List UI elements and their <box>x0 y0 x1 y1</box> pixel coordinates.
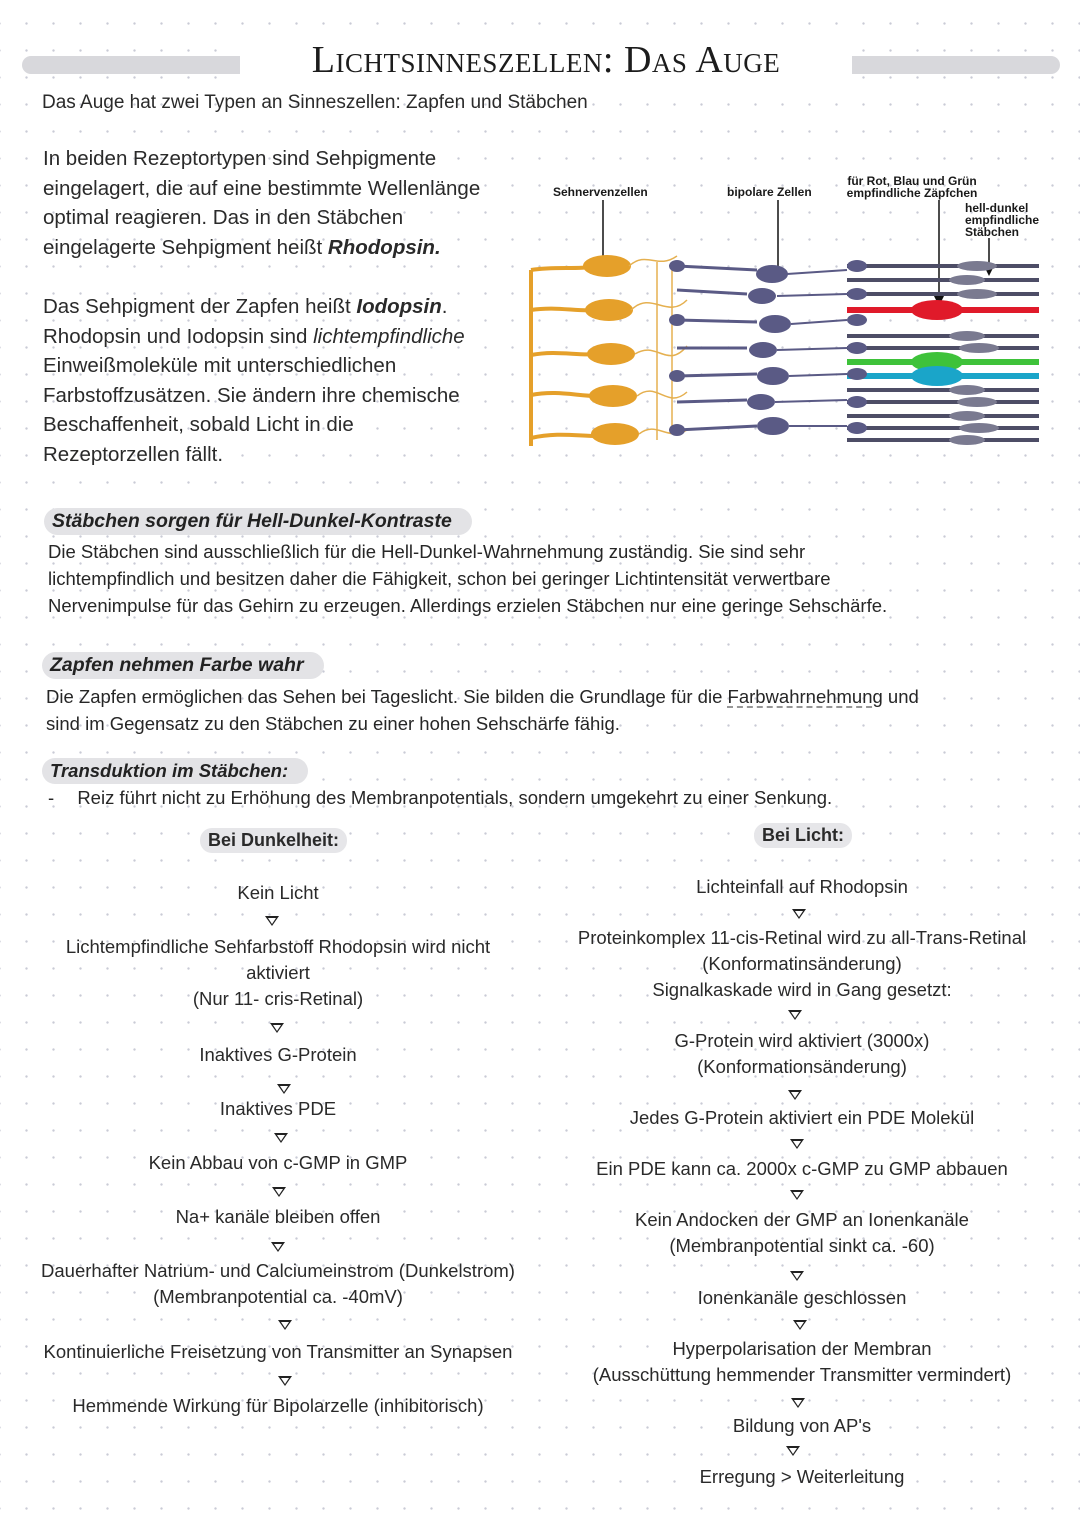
cones-line2: sind im Gegensatz zu den Stäbchen zu einer hohen Sehschärfe fähig. <box>46 713 620 734</box>
para2-line6: Rezeptorzellen fällt. <box>43 442 224 466</box>
farbwahrnehmung-term: Farbwahrnehmung <box>727 686 883 707</box>
para2-line3: Einweißmoleküle mit unterschiedlichen <box>43 354 397 377</box>
dark-step-7: Dauerhafter Natrium- und Calciumeinstrom (Dunkelstrom) (Membranpotential ca. -40mV) <box>41 1260 515 1307</box>
para1-line3: optimal reagieren. Das in den Stäbchen <box>43 206 404 229</box>
arrow-down-icon <box>793 1320 807 1330</box>
arrow-down-icon <box>270 1023 284 1033</box>
para1-line2: eingelagert, die auf eine bestimmte Wellenlänge <box>43 176 481 200</box>
para2-line2: Rhodopsin und Iodopsin sind lichtempfindliche <box>43 324 465 348</box>
dark-step-6: Na+ kanäle bleiben offen <box>175 1206 381 1227</box>
light-step-8: Hyperpolarisation der Membran (Ausschüttung hemmender Transmitter vermindert) <box>592 1338 1012 1385</box>
arrow-down-icon <box>272 1187 286 1197</box>
arrow-down-icon <box>265 916 279 926</box>
light-step-7: Ionenkanäle geschlossen <box>697 1287 907 1308</box>
light-step-9: Bildung von AP's <box>732 1415 872 1436</box>
intro-text: Das Auge hat zwei Typen an Sinneszellen: Zapfen und Stäbchen <box>42 92 588 113</box>
label-staebchen: hell-dunkel empfindliche Stäbchen <box>965 201 1040 239</box>
rods-text <box>48 538 1048 619</box>
light-step-4: Jedes G-Protein aktiviert ein PDE Molekül <box>629 1107 975 1128</box>
rods-line2: lichtempfindlich und besitzen daher die Fähigkeit, schon bei geringer Lichtintensität verwertbare <box>48 568 831 589</box>
arrow-down-icon <box>278 1320 292 1330</box>
rods-line3: Nervenimpulse für das Gehirn zu erzeugen. Allerdings erzielen Stäbchen nur eine geringe Sehschärfe. <box>48 595 888 616</box>
dark-step-2: Lichtempfindliche Sehfarbstoff Rhodopsin wird nicht aktiviert (Nur 11- cris-Retinal) <box>65 936 491 1009</box>
light-step-10: Erregung > Weiterleitung <box>699 1466 905 1487</box>
arrow-down-icon <box>790 1190 804 1200</box>
dark-step-5: Kein Abbau von c-GMP in GMP <box>148 1152 408 1173</box>
rods-line1: Die Stäbchen sind ausschließlich für die Hell-Dunkel-Wahrnehmung zuständig. Sie sind sehr <box>48 541 806 562</box>
arrow-down-icon <box>788 1010 802 1020</box>
para2-line1: Das Sehpigment der Zapfen heißt Iodopsin. <box>43 295 448 318</box>
paragraph-rhodopsin <box>43 144 523 262</box>
arrow-down-icon <box>278 1376 292 1386</box>
arrow-down-icon <box>792 909 806 919</box>
light-step-6: Kein Andocken der GMP an Ionenkanäle (Membranpotential sinkt ca. -60) <box>635 1209 969 1256</box>
light-step-1: Lichteinfall auf Rhodopsin <box>696 876 908 897</box>
arrow-down-icon <box>277 1084 291 1094</box>
rhodopsin-term: Rhodopsin. <box>327 235 441 259</box>
dark-step-8: Kontinuierliche Freisetzung von Transmitter an Synapsen <box>43 1341 513 1362</box>
arrow-down-icon <box>790 1139 804 1149</box>
heading-light: Bei Licht: <box>754 823 852 848</box>
cones-text <box>46 683 1046 737</box>
dark-step-3: Inaktives G-Protein <box>199 1044 357 1065</box>
page-title: Lichtsinneszellen: Das Auge <box>240 38 852 82</box>
arrow-down-icon <box>790 1271 804 1281</box>
blue-cone <box>847 366 1039 386</box>
dark-step-4: Inaktives PDE <box>219 1098 337 1119</box>
bullet-dash: - <box>48 787 55 808</box>
dark-step-1: Kein Licht <box>237 882 319 903</box>
light-step-3: G-Protein wird aktiviert (3000x) (Konformationsänderung) <box>674 1030 930 1077</box>
para1-line4: eingelagerte Sehpigment heißt Rhodopsin. <box>43 235 441 259</box>
heading-transduction: Transduktion im Stäbchen: <box>42 758 308 784</box>
label-bipolare-zellen: bipolare Zellen <box>727 185 812 199</box>
arrow-down-icon <box>271 1242 285 1252</box>
arrow-down-icon <box>788 1090 802 1100</box>
para1-line1: In beiden Rezeptortypen sind Sehpigmente <box>43 147 437 170</box>
iodopsin-term: Iodopsin <box>356 295 442 318</box>
heading-rods: Stäbchen sorgen für Hell-Dunkel-Kontraste <box>44 508 472 535</box>
transduction-bullet: - Reiz führt nicht zu Erhöhung des Membranpotentials, sondern umgekehrt zu einer Senkung. <box>48 787 833 808</box>
cones-line1: Die Zapfen ermöglichen das Sehen bei Tageslicht. Sie bilden die Grundlage für die Farbwahrnehmung und <box>46 686 919 707</box>
para2-line4: Farbstoffzusätzen. Sie ändern ihre chemische <box>43 383 460 407</box>
light-step-5: Ein PDE kann ca. 2000x c-GMP zu GMP abbauen <box>596 1158 1008 1179</box>
heading-cones: Zapfen nehmen Farbe wahr <box>42 652 324 679</box>
heading-dark: Bei Dunkelheit: <box>200 828 347 853</box>
retina-figure <box>527 170 1047 452</box>
label-sehnervenzellen: Sehnervenzellen <box>553 185 648 199</box>
label-zapfen: für Rot, Blau und Grün empfindliche Zäpfchen <box>846 174 978 200</box>
para2-line5: Beschaffenheit, sobald Licht in die <box>43 413 354 436</box>
arrow-down-icon <box>274 1133 288 1143</box>
red-cone <box>847 300 1039 320</box>
light-step-2: Proteinkomplex 11-cis-Retinal wird zu all-Trans-Retinal (Konformatinsänderung) Signalkaskade wird in Gang gesetzt: <box>577 927 1027 1000</box>
retina-diagram <box>527 170 1047 452</box>
arrow-down-icon <box>791 1398 805 1408</box>
dark-step-9: Hemmende Wirkung für Bipolarzelle (inhibitorisch) <box>72 1395 484 1416</box>
paragraph-iodopsin <box>43 292 523 469</box>
arrow-down-icon <box>786 1446 800 1456</box>
